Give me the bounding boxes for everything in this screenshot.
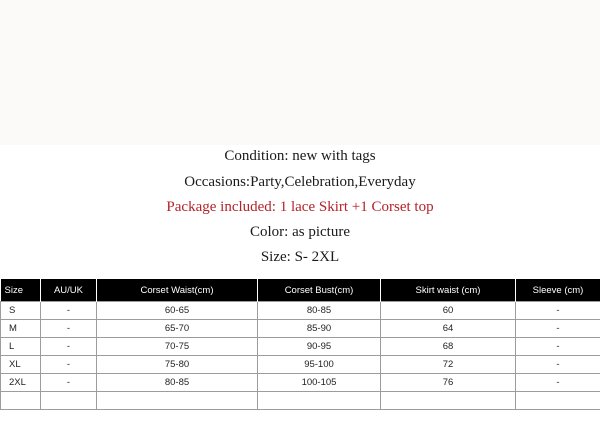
cell-sleeve: - <box>516 320 600 338</box>
product-image-area <box>0 0 600 145</box>
cell-size: M <box>1 320 41 338</box>
cell-corset-waist: 65-70 <box>97 320 258 338</box>
cell-sleeve: - <box>516 338 600 356</box>
cell-corset-waist: 60-65 <box>97 302 258 320</box>
cell-skirt-waist: 60 <box>381 302 516 320</box>
table-row <box>1 302 600 320</box>
package-line: Package included: 1 lace Skirt +1 Corset top <box>166 199 434 215</box>
table-header-row <box>1 279 600 302</box>
header-au-uk: AU/UK <box>41 279 97 302</box>
table-row <box>1 374 600 392</box>
cell-corset-waist: 75-80 <box>97 356 258 374</box>
cell-corset-bust: 85-90 <box>258 320 381 338</box>
table-row-empty <box>1 392 600 410</box>
header-skirt-waist: Skirt waist (cm) <box>381 279 516 302</box>
size-chart <box>0 279 600 410</box>
cell-corset-bust: 80-85 <box>258 302 381 320</box>
header-sleeve: Sleeve (cm) <box>516 279 600 302</box>
cell-size: XL <box>1 356 41 374</box>
cell-au-uk: - <box>41 320 97 338</box>
cell-sleeve: - <box>516 302 600 320</box>
table-row <box>1 338 600 356</box>
cell-empty <box>97 392 258 410</box>
cell-corset-bust: 90-95 <box>258 338 381 356</box>
condition-line: Condition: new with tags <box>224 148 376 164</box>
cell-corset-waist: 70-75 <box>97 338 258 356</box>
size-table <box>0 279 600 410</box>
occasions-line: Occasions:Party,Celebration,Everyday <box>184 174 416 190</box>
header-corset-bust: Corset Bust(cm) <box>258 279 381 302</box>
cell-empty <box>41 392 97 410</box>
cell-empty <box>516 392 600 410</box>
cell-empty <box>258 392 381 410</box>
header-corset-waist: Corset Waist(cm) <box>97 279 258 302</box>
cell-size: S <box>1 302 41 320</box>
cell-skirt-waist: 76 <box>381 374 516 392</box>
cell-au-uk: - <box>41 374 97 392</box>
size-line: Size: S- 2XL <box>260 249 340 265</box>
cell-skirt-waist: 68 <box>381 338 516 356</box>
cell-skirt-waist: 64 <box>381 320 516 338</box>
color-line: Color: as picture <box>250 224 350 240</box>
cell-au-uk: - <box>41 302 97 320</box>
table-row <box>1 356 600 374</box>
cell-sleeve: - <box>516 356 600 374</box>
table-row <box>1 320 600 338</box>
cell-empty <box>1 392 41 410</box>
cell-empty <box>381 392 516 410</box>
cell-corset-waist: 80-85 <box>97 374 258 392</box>
cell-au-uk: - <box>41 356 97 374</box>
cell-corset-bust: 100-105 <box>258 374 381 392</box>
cell-corset-bust: 95-100 <box>258 356 381 374</box>
cell-size: L <box>1 338 41 356</box>
cell-size: 2XL <box>1 374 41 392</box>
cell-au-uk: - <box>41 338 97 356</box>
cell-skirt-waist: 72 <box>381 356 516 374</box>
header-size: Size <box>1 279 41 302</box>
cell-sleeve: - <box>516 374 600 392</box>
